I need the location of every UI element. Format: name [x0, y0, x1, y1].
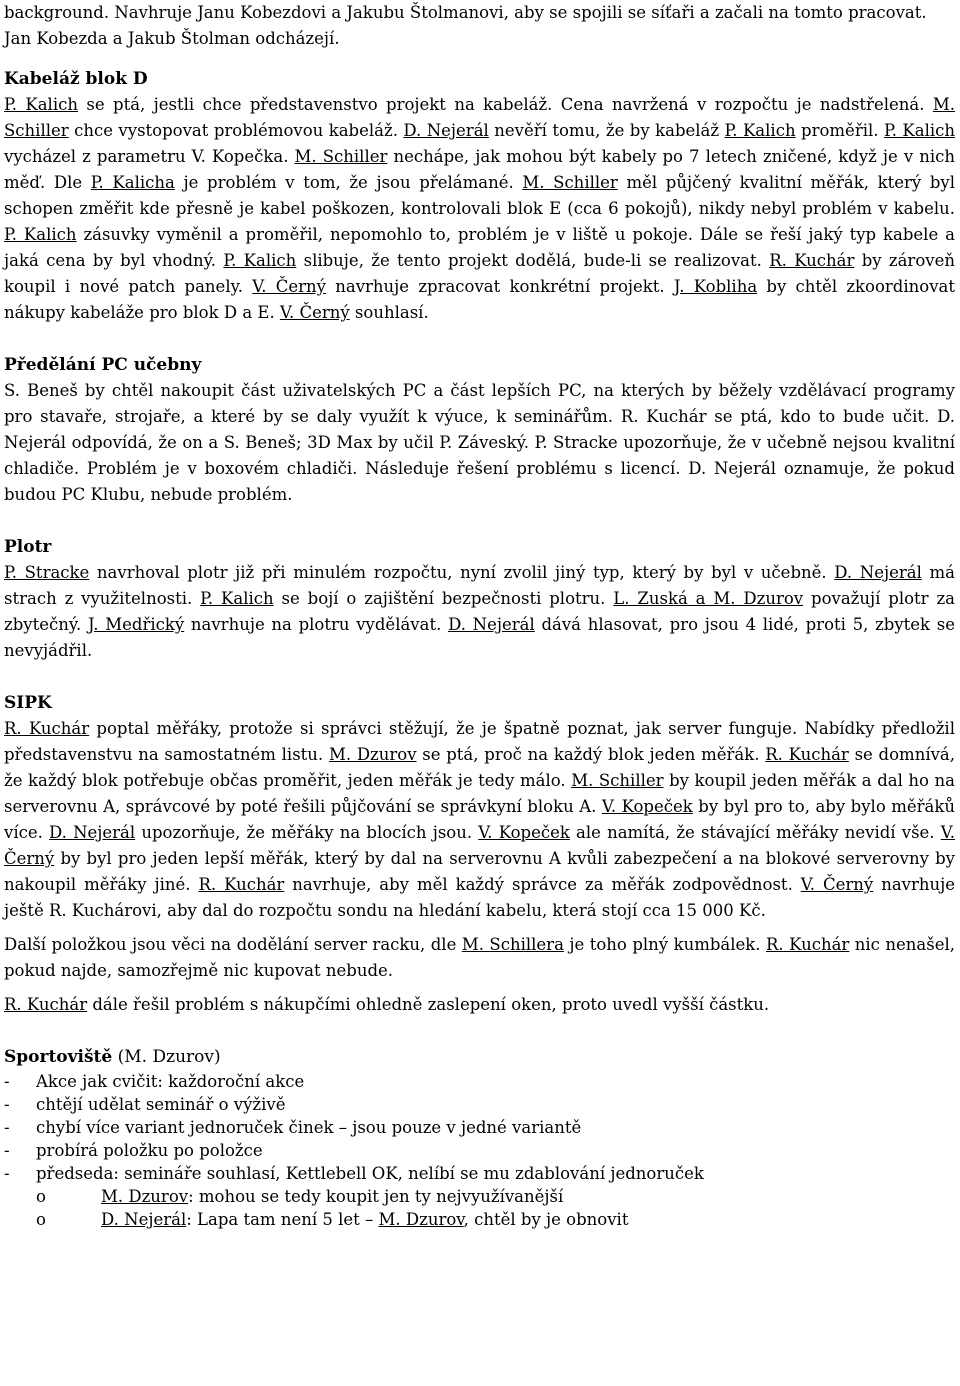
- text-run: dává hlasovat, pro jsou 4 lidé, proti 5, zbytek se nevyjádřil.: [4, 615, 955, 660]
- intro-leave-note: Jan Kobezda a Jakub Štolman odcházejí.: [4, 29, 340, 48]
- text-run: má strach z využitelnosti.: [4, 563, 956, 608]
- text-run: : mohou se tedy koupit jen ty nejvyužívanější: [188, 1187, 564, 1206]
- text-run: upozorňuje, že měřáky na blocích jsou.: [135, 823, 479, 842]
- person-reference: M. Dzurov: [101, 1187, 189, 1206]
- intro-paragraph: background. Navhruje Janu Kobezdovi a Jakubu Štolmanovi, aby se spojili se síťaři a začali na tomto pracovat.: [4, 3, 927, 22]
- text-run: nic nenašel, pokud najde, samozřejmě nic kupovat nebude.: [4, 935, 955, 980]
- sipk-paragraph-3: [4, 992, 955, 1018]
- text-run: by byl pro to, aby bylo měřáků více.: [4, 797, 956, 842]
- person-reference: P. Kalich: [200, 589, 274, 608]
- person-reference: P. Kalich: [883, 121, 955, 140]
- text-run: měl půjčený kvalitní měřák, který byl schopen změřit kde přesně je kabel poškozen, kontrolovali blok E (cca 6 pokojů), nikdy nebyl problém v kabelu.: [4, 173, 955, 218]
- list-item: - chtějí udělat seminář o výživě: [4, 1093, 955, 1116]
- text-run: zásuvky vyměnil a proměřil, nepomohlo to, problém je v liště u pokoje. Dále se řeší jaký typ kabele a jaká cena by byl vhodný.: [4, 225, 955, 270]
- sipk-paragraph-2: [4, 932, 955, 984]
- list-item: - chybí více variant jednoruček činek – jsou pouze v jedné variantě: [4, 1116, 955, 1139]
- person-reference: V. Černý: [4, 823, 955, 868]
- person-reference: J. Medřický: [87, 615, 185, 634]
- person-reference: V. Černý: [252, 277, 326, 296]
- plotr-paragraph: [4, 560, 955, 664]
- text-run: je toho plný kumbálek.: [563, 935, 766, 954]
- person-reference: V. Kopeček: [601, 797, 693, 816]
- text-run: považují plotr za zbytečný.: [4, 589, 955, 634]
- person-reference: J. Kobliha: [673, 277, 758, 296]
- heading-sport: [4, 1044, 955, 1070]
- text-run: navrhuje zpracovat konkrétní projekt.: [326, 277, 674, 296]
- person-reference: M. Schiller: [571, 771, 664, 790]
- person-reference: M. Schiller: [522, 173, 618, 192]
- person-reference: P. Kalicha: [90, 173, 175, 192]
- text-run: nechápe, jak mohou být kabely po 7 letech zničené, když je v nich měď. Dle: [4, 147, 956, 192]
- text-run: navrhuje na plotru vydělávat.: [184, 615, 449, 634]
- text-run: by koupil jeden měřák a dal ho na serverovnu A, správcové by poté řešili půjčování se správkyní bloku A.: [4, 771, 955, 816]
- list-item: - předseda: semináře souhlasí, Kettlebell OK, nelíbí se mu zdablování jednoruček: [4, 1162, 955, 1185]
- heading-sipk: SIPK: [4, 693, 52, 713]
- pc-paragraph: S. Beneš by chtěl nakoupit část uživatelských PC a část lepších PC, na kterých by běžely vzdělávací programy pro stavaře, strojaře, a které by se daly využít k výuce, k seminářům. R. Kuchár se ptá, kdo to bude učit. D. Nejerál odpovídá, že on a S. Beneš; 3D Max by učil P. Záveský. P. Stracke upozorňuje, že v učebně nejsou kvalitní chladiče. Problém je v boxovém chladiči. Následuje řešení problému s licencí. D. Nejerál oznamuje, že pokud budou PC Klubu, nebude problém.: [4, 381, 955, 504]
- person-reference: V. Kopeček: [478, 823, 570, 842]
- person-reference: R. Kuchár: [769, 251, 855, 270]
- person-reference: R. Kuchár: [765, 745, 849, 764]
- text-run: by zároveň koupil i nové patch panely.: [4, 251, 955, 296]
- text-run: vycházel z parametru V. Kopečka.: [4, 147, 295, 166]
- person-reference: D. Nejerál: [448, 615, 535, 634]
- person-reference: M. Schiller: [294, 147, 388, 166]
- person-reference: R. Kuchár: [765, 935, 850, 954]
- kabelaz-paragraph: [4, 92, 955, 326]
- text-run: : Lapa tam není 5 let –: [186, 1210, 379, 1229]
- person-reference: D. Nejerál: [834, 563, 922, 582]
- person-reference: P. Kalich: [223, 251, 297, 270]
- heading-sport-title: Sportoviště: [4, 1047, 113, 1067]
- person-reference: R. Kuchár: [4, 719, 90, 738]
- text-run: navrhoval plotr již při minulém rozpočtu, nyní zvolil jiný typ, který by byl v učebně.: [89, 563, 835, 582]
- list-item: - Akce jak cvičit: každoroční akce: [4, 1070, 955, 1093]
- person-reference: P. Kalich: [724, 121, 796, 140]
- person-reference: M. Dzurov: [378, 1210, 464, 1229]
- text-run: slibuje, že tento projekt dodělá, bude-li se realizovat.: [296, 251, 770, 270]
- text-run: souhlasí.: [349, 303, 429, 322]
- person-reference: R. Kuchár: [4, 995, 88, 1014]
- text-run: by chtěl zkoordinovat nákupy kabeláže pro blok D a E.: [4, 277, 955, 322]
- person-reference: D. Nejerál: [403, 121, 489, 140]
- person-reference: L. Zuská a M. Dzurov: [613, 589, 804, 608]
- person-reference: P. Stracke: [4, 563, 90, 582]
- sub-list-item: [4, 1208, 955, 1231]
- text-run: proměřil.: [795, 121, 884, 140]
- text-run: poptal měřáky, protože si správci stěžují, že je špatně poznat, jak server funguje. Nabídky předložil představenstvu na samostatném listu.: [4, 719, 955, 764]
- sport-sublist: [4, 1185, 955, 1231]
- person-reference: V. Černý: [279, 303, 350, 322]
- person-reference: D. Nejerál: [101, 1210, 187, 1229]
- sipk-paragraph-1: [4, 716, 955, 924]
- person-reference: D. Nejerál: [49, 823, 136, 842]
- text-run: ale namítá, že stávající měřáky nevidí vše.: [569, 823, 941, 842]
- person-reference: P. Kalich: [4, 225, 77, 244]
- text-run: chce vystopovat problémovou kabeláž.: [68, 121, 404, 140]
- list-item: - probírá položku po položce: [4, 1139, 955, 1162]
- text-run: dále řešil problém s nákupčími ohledně zaslepení oken, proto uvedl vyšší částku.: [87, 995, 770, 1014]
- text-run: se bojí o zajištění bezpečnosti plotru.: [273, 589, 614, 608]
- text-run: je problém v tom, že jsou přelámané.: [174, 173, 523, 192]
- text-run: navrhuje, aby měl každý správce za měřák zodpovědnost.: [284, 875, 801, 894]
- text-run: navrhuje ještě R. Kuchárovi, aby dal do rozpočtu sondu na hledání kabelu, která stojí cca 15 000 Kč.: [4, 875, 955, 920]
- person-reference: R. Kuchár: [198, 875, 285, 894]
- heading-plotr: Plotr: [4, 537, 52, 557]
- person-reference: P. Kalich: [4, 95, 78, 114]
- sub-list-item: [4, 1185, 955, 1208]
- text-run: nevěří tomu, že by kabeláž: [488, 121, 725, 140]
- heading-sport-note: (M. Dzurov): [112, 1047, 221, 1067]
- text-run: Další položkou jsou věci na dodělání server racku, dle: [4, 935, 462, 954]
- person-reference: M. Dzurov: [328, 745, 417, 764]
- text-run: se domnívá, že každý blok potřebuje občas proměřit, jeden měřák je tedy málo.: [4, 745, 955, 790]
- person-reference: V. Černý: [800, 875, 874, 894]
- text-run: se ptá, proč na každý blok jeden měřák.: [416, 745, 766, 764]
- text-run: se ptá, jestli chce představenstvo projekt na kabeláž. Cena navržená v rozpočtu je nadstřelená.: [77, 95, 933, 114]
- sport-list: [4, 1070, 955, 1185]
- text-run: by byl pro jeden lepší měřák, který by dal na serverovnu A kvůli zabezpečení a na blokové serverovny by nakoupil měřáky jiné.: [4, 849, 955, 894]
- text-run: , chtěl by je obnovit: [463, 1210, 629, 1229]
- person-reference: M. Schillera: [461, 935, 564, 954]
- heading-pc: Předělání PC učebny: [4, 355, 202, 375]
- person-reference: M. Schiller: [4, 95, 955, 140]
- heading-kabelaz: Kabeláž blok D: [4, 69, 148, 89]
